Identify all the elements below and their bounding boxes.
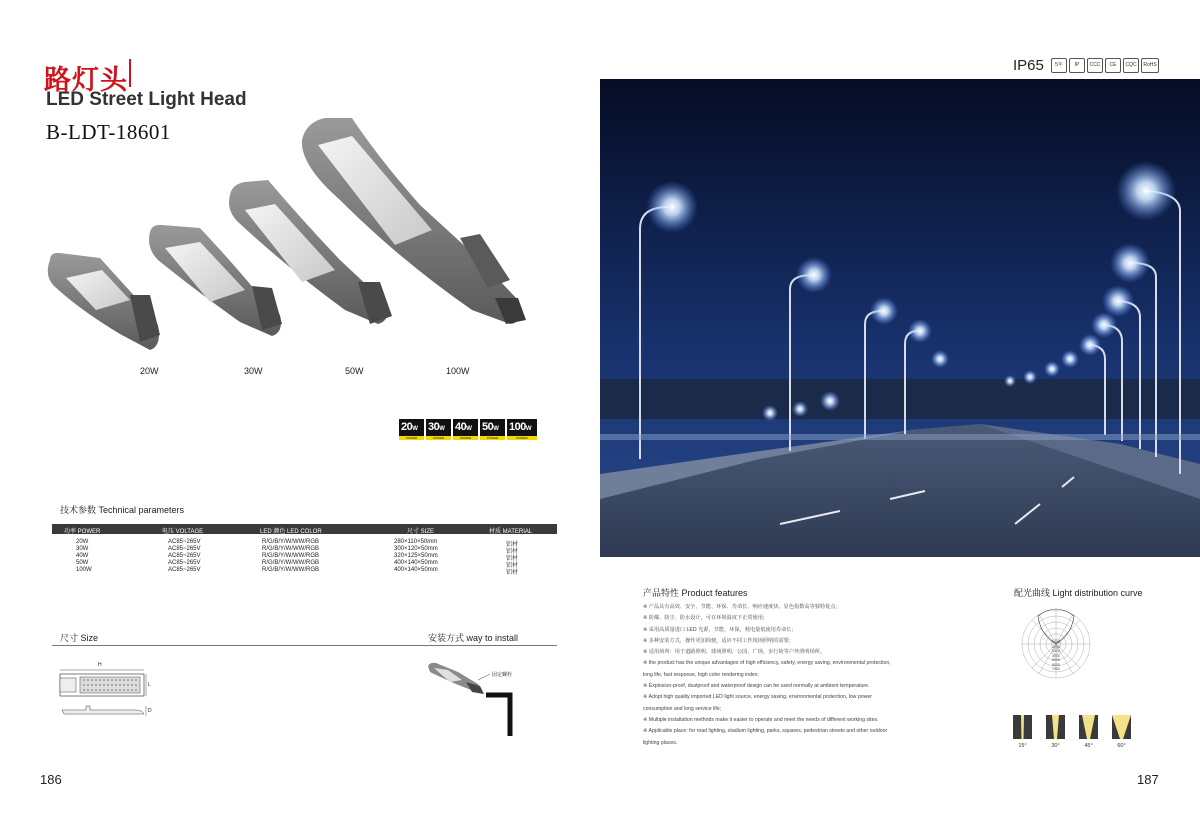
lamp-label: 20W xyxy=(140,366,159,376)
beam-angle-30: 30° xyxy=(1046,715,1065,749)
ce-icon: CE xyxy=(1105,58,1121,73)
dimension-label-h: H xyxy=(98,662,102,668)
feature-item: ※ 产品具有高效、安全、节能、环保、寿命长、响应速度快、显色指数高等独特优点; xyxy=(643,604,837,610)
page-number-right: 187 xyxy=(1137,772,1159,787)
power-badge: 100W POWER xyxy=(507,419,537,440)
features-title: 产品特性 Product features xyxy=(643,588,748,598)
column-header: 材质 MATERIAL xyxy=(489,529,533,535)
cqc-icon: CQC xyxy=(1123,58,1139,73)
tech-params-title: 技术参数 Technical parameters xyxy=(60,505,185,515)
table-row: 40W AC85~265V R/G/B/Y/W/WW/RGB 320×125×50mm 铝材 xyxy=(76,553,519,562)
feature-item: ※ 多种安装方式，操作更加简便，适应不同工作现场照明的需要; xyxy=(643,637,791,644)
dimension-label-d: D xyxy=(148,708,152,714)
feature-item: ※ 防爆、防尘、防水设计，可在环境温度下正常使用; xyxy=(643,615,765,622)
warranty-icon: 5年 xyxy=(1051,58,1067,73)
lamp-label: 100W xyxy=(446,366,470,376)
beam-angle-15: 15° xyxy=(1013,715,1032,749)
dimension-label-l: L xyxy=(148,682,151,688)
distribution-title: 配光曲线 Light distribution curve xyxy=(1014,588,1143,598)
certification-icons xyxy=(1051,58,1159,73)
model-number: B-LDT-18601 xyxy=(46,120,171,144)
table-row: 50W AC85~265V R/G/B/Y/W/WW/RGB 400×140×50mm 铝材 xyxy=(76,560,519,569)
page-number-left: 186 xyxy=(40,772,62,787)
power-badges xyxy=(399,419,537,440)
table-row: 20W AC85~265V R/G/B/Y/W/WW/RGB 280×110×50mm 铝材 xyxy=(76,539,519,548)
screw-label: 固定螺栓 xyxy=(492,672,513,678)
feature-item: ※ Applicable place: for road lighting, stadium lighting, parks, squares, pedestrian streets and other outdoor xyxy=(643,728,888,735)
section-divider xyxy=(52,645,557,646)
table-row: 30W AC85~265V R/G/B/Y/W/WW/RGB 300×120×50mm 铝材 xyxy=(76,546,519,555)
size-title: 尺寸 Size xyxy=(60,633,99,643)
light-distribution-curve xyxy=(1018,604,1108,684)
product-lamps-image xyxy=(40,110,540,370)
beam-angle-60: 60° xyxy=(1112,715,1131,749)
size-drawing xyxy=(56,660,156,720)
power-badge: 40W POWER xyxy=(453,419,478,440)
install-title: 安装方式 way to install xyxy=(428,633,519,643)
tech-table-header xyxy=(52,524,557,534)
title-accent-bar xyxy=(129,59,131,87)
ccc-icon: CCC xyxy=(1087,58,1103,73)
power-badge: 30W POWER xyxy=(426,419,451,440)
column-header: 尺寸 SIZE xyxy=(407,529,435,535)
install-drawing xyxy=(418,658,528,738)
lamp-20w xyxy=(48,253,160,350)
power-badge: 20W POWER xyxy=(399,419,424,440)
ip-rating: IP65 xyxy=(1013,57,1044,74)
feature-item: ※ 采用高质量进口 LED 光源，节能、环保，耗电量低使用寿命长; xyxy=(643,626,793,633)
feature-item: ※ 适用场所：用于道路照明、球场照明、公园、广场、步行街等户外照明场所。 xyxy=(643,649,826,656)
feature-item: lighting places. xyxy=(643,739,678,746)
title-english: LED Street Light Head xyxy=(46,89,247,110)
tech-params-table xyxy=(52,524,557,574)
column-header: 电压 VOLTAGE xyxy=(162,529,204,535)
rohs-icon: RoHS xyxy=(1141,58,1159,73)
ip-icon: IP xyxy=(1069,58,1085,73)
night-highway-photo xyxy=(600,79,1200,557)
title-chinese: 路灯头 xyxy=(44,65,128,96)
lamp-label: 30W xyxy=(244,366,263,376)
beam-angle-45: 45° xyxy=(1079,715,1098,749)
column-header: LED 颜色 LED COLOR xyxy=(260,529,322,535)
features-list xyxy=(643,602,943,749)
column-header: 功率 POWER xyxy=(64,529,101,535)
power-badge: 50W POWER xyxy=(480,419,505,440)
lamp-label: 50W xyxy=(345,366,364,376)
polar-scale-labels: 1000 2000 3000 4000 5000 6000 7000 xyxy=(1052,640,1060,671)
feature-item: ※ Multiple installation methods make it easier to operate and meet the needs of different working sites. xyxy=(643,716,879,723)
feature-item: ※ the product has the unique advantages of high efficiency, safety, energy saving, environmental protection, xyxy=(643,660,891,667)
beam-angles xyxy=(1013,715,1131,749)
feature-item: ※ Adopt high quality imported LED light source, energy saving, environmental protection, low power xyxy=(643,694,872,701)
feature-item: long life, fast response, high color rendering index; xyxy=(643,671,759,678)
feature-item: consumption and long service life; xyxy=(643,705,722,712)
table-row: 100W AC85~265V R/G/B/Y/W/WW/RGB 400×140×50mm 铝材 xyxy=(76,567,519,576)
feature-item: ※ Explosion-proof, dustproof and waterproof design can be used normally at ambient temperature. xyxy=(643,683,870,690)
